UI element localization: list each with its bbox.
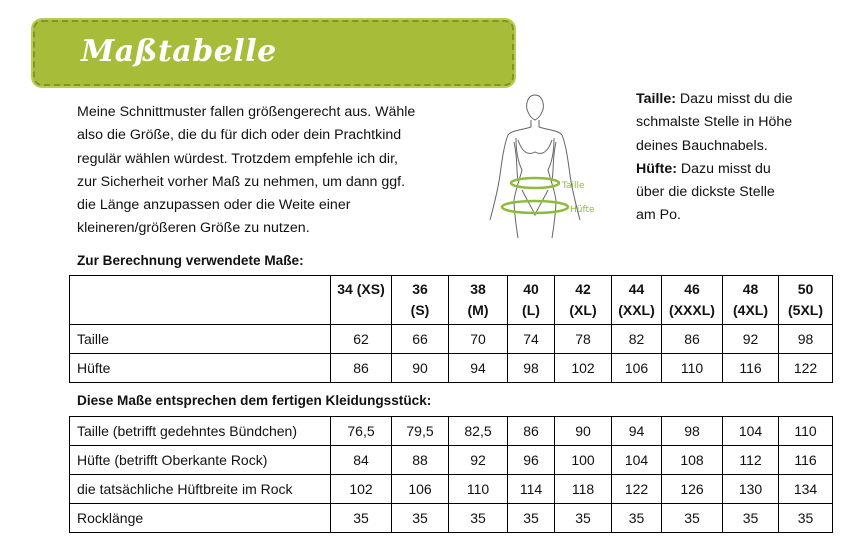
table-cell: 102 — [331, 475, 392, 504]
table-cell: 116 — [723, 354, 779, 383]
table-cell: 90 — [392, 354, 449, 383]
row-label: die tatsächliche Hüftbreite im Rock — [70, 475, 331, 504]
table-cell: 62 — [331, 325, 392, 354]
size-header: 46 (XXXL) — [662, 276, 723, 325]
table-cell: 110 — [779, 417, 833, 446]
waist-label: Taille — [562, 181, 585, 191]
table-cell: 78 — [555, 325, 612, 354]
waist-definition-line: schmalste Stelle in Höhe — [636, 114, 793, 131]
body-outline — [490, 95, 580, 238]
table-cell: 130 — [723, 475, 779, 504]
table-cell: 35 — [449, 504, 508, 533]
waist-definition-text: Dazu misst du die — [675, 91, 793, 107]
table-cell: 104 — [612, 446, 662, 475]
intro-line: also die Größe, die du für dich oder dein Prachtkind — [77, 127, 402, 144]
table-cell: 86 — [331, 354, 392, 383]
hip-definition-line — [636, 158, 846, 181]
table-cell: 92 — [449, 446, 508, 475]
table-cell: 134 — [779, 475, 833, 504]
body-measurement-figure — [478, 90, 618, 240]
intro-line: zur Sicherheit vorher Maß zu nehmen, um dann ggf. — [77, 173, 406, 190]
intro-line: die Länge anzupassen oder die Weite einer — [77, 197, 351, 214]
table-row — [70, 417, 833, 446]
waist-definition-line: deines Bauchnabels. — [636, 137, 768, 154]
body-measurements-table — [69, 275, 833, 383]
table-cell: 116 — [779, 446, 833, 475]
table-cell: 82 — [612, 325, 662, 354]
table1-title: Zur Berechnung verwendete Maße: — [77, 253, 304, 268]
table-cell: 35 — [555, 504, 612, 533]
table-cell: 96 — [508, 446, 555, 475]
intro-line: kleineren/größeren Größe zu nutzen. — [77, 220, 310, 237]
table-cell: 35 — [392, 504, 449, 533]
table-cell: 35 — [723, 504, 779, 533]
table-row — [70, 354, 833, 383]
hip-definition-text: Dazu misst du — [676, 160, 771, 177]
table-cell: 98 — [779, 325, 833, 354]
table-cell: 74 — [508, 325, 555, 354]
table-cell: 94 — [612, 417, 662, 446]
hip-definition-line: am Po. — [636, 207, 681, 224]
table-cell: 35 — [331, 504, 392, 533]
table-cell: 86 — [662, 325, 723, 354]
row-label: Rocklänge — [70, 504, 331, 533]
intro-line: Meine Schnittmuster fallen größengerecht aus. Wähle — [77, 104, 416, 120]
size-header: 34 (XS) — [331, 276, 392, 325]
table-cell: 90 — [555, 417, 612, 446]
table-cell: 118 — [555, 475, 612, 504]
table-cell: 92 — [723, 325, 779, 354]
table-cell: 106 — [612, 354, 662, 383]
table-cell: 102 — [555, 354, 612, 383]
size-header: 40 (L) — [508, 276, 555, 325]
table-cell: 79,5 — [392, 417, 449, 446]
table-row — [70, 504, 833, 533]
table-cell: 112 — [723, 446, 779, 475]
table-cell: 104 — [723, 417, 779, 446]
table-cell: 35 — [612, 504, 662, 533]
measurement-definitions — [636, 88, 846, 228]
table-cell: 94 — [449, 354, 508, 383]
table-cell: 110 — [449, 475, 508, 504]
table-cell: 122 — [612, 475, 662, 504]
size-header: 44 (XXL) — [612, 276, 662, 325]
row-label: Taille (betrifft gedehntes Bündchen) — [70, 417, 331, 446]
table-row — [70, 475, 833, 504]
header-label-cell — [70, 276, 331, 325]
intro-paragraph — [77, 101, 457, 241]
row-label: Hüfte (betrifft Oberkante Rock) — [70, 446, 331, 475]
table-cell: 70 — [449, 325, 508, 354]
hip-term: Hüfte: — [636, 160, 677, 177]
table-row — [70, 325, 833, 354]
row-label: Taille — [70, 325, 331, 354]
table-cell: 88 — [392, 446, 449, 475]
size-header: 48 (4XL) — [723, 276, 779, 325]
table-cell: 66 — [392, 325, 449, 354]
size-header: 36 (S) — [392, 276, 449, 325]
size-header: 38 (M) — [449, 276, 508, 325]
table-cell: 126 — [662, 475, 723, 504]
table-cell: 35 — [662, 504, 723, 533]
size-header-row — [70, 276, 833, 325]
table-row — [70, 446, 833, 475]
size-header: 42 (XL) — [555, 276, 612, 325]
title-banner — [33, 20, 514, 86]
row-label: Hüfte — [70, 354, 331, 383]
table-cell: 35 — [508, 504, 555, 533]
page-title: Maßtabelle — [81, 34, 277, 69]
table-cell: 84 — [331, 446, 392, 475]
table-cell: 122 — [779, 354, 833, 383]
waist-definition-line — [636, 88, 846, 111]
hip-definition-line: über die dickste Stelle — [636, 184, 775, 201]
table-cell: 76,5 — [331, 417, 392, 446]
table-cell: 100 — [555, 446, 612, 475]
table-cell: 98 — [508, 354, 555, 383]
table-cell: 106 — [392, 475, 449, 504]
hip-measure-ring — [502, 201, 568, 213]
intro-line: regulär wählen würdest. Trotzdem empfehle ich dir, — [77, 150, 398, 167]
table-cell: 98 — [662, 417, 723, 446]
table-cell: 108 — [662, 446, 723, 475]
table-cell: 114 — [508, 475, 555, 504]
table2-title: Diese Maße entsprechen dem fertigen Kleidungsstück: — [77, 393, 432, 408]
table-cell: 82,5 — [449, 417, 508, 446]
hip-label: Hüfte — [570, 205, 595, 215]
table-cell: 86 — [508, 417, 555, 446]
garment-measurements-table — [69, 416, 833, 533]
table-cell: 35 — [779, 504, 833, 533]
size-header: 50 (5XL) — [779, 276, 833, 325]
waist-term: Taille: — [636, 91, 676, 107]
table-cell: 110 — [662, 354, 723, 383]
